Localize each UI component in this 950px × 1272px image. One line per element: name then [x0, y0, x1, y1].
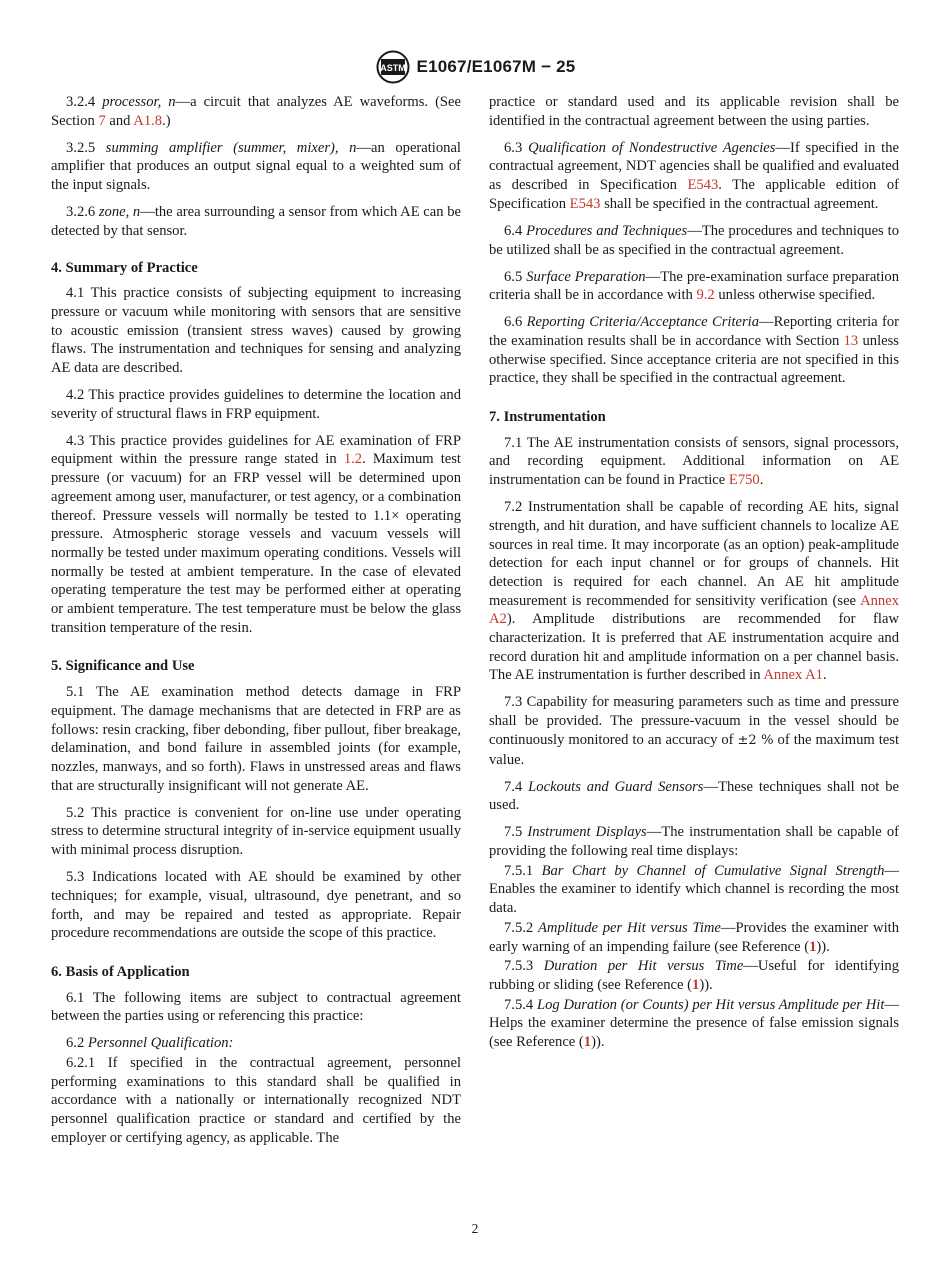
section-6-4: 6.4 Procedures and Techniques—The procedures and techniques to be utilized shall be as specified in the contractual agreement. [489, 222, 899, 258]
section-6-1: 6.1 The following items are subject to contractual agreement between the parties using or referencing this practice: [51, 989, 461, 1025]
section-5-3: 5.3 Indications located with AE should be examined by other techniques; for example, visual, ultrasound, dye penetrant, and so forth, and may be repaired and tested as appropriate. Repair procedure recommendations are outside the scope of this practice. [51, 869, 461, 942]
section-7-5-4: 7.5.4 Log Duration (or Counts) per Hit versus Amplitude per Hit—Helps the examiner determine the presence of false emission signals (see Reference (1)). [489, 996, 899, 1051]
section-7-2: 7.2 Instrumentation shall be capable of recording AE hits, signal strength, and hit duration, and have sufficient channels to localize AE sources in real time. It may incorporate (as an option) peak-amplitude detection for each input channel or for groups of channels. Hit detection is required for each channel. An AE hit amplitude measurement is recommended for sensitivity verification (see Annex A2). Amplitude distributions are recommended for flaw characterization. It is preferred that AE instrumentation acquire and record duration hit and amplitude information on a per channel basis. The AE instrumentation is further described in Annex A1. [489, 499, 899, 684]
section-3-2-5: 3.2.5 summing amplifier (summer, mixer), n—an operational amplifier that produces an output signal equal to a weighted sum of the input signals. [51, 139, 461, 194]
page-number: 2 [471, 1221, 479, 1236]
section-6-2-1: 6.2.1 If specified in the contractual agreement, personnel performing examinations to this standard shall be qualified in accordance with a nationally or internationally recognized NDT personnel qualification practice or standard and certified by the employer or certifying agency, as applicable. The [51, 1055, 461, 1146]
section-7-3: 7.3 Capability for measuring parameters such as time and pressure shall be provided. The pressure-vacuum in the vessel should be continuously monitored to an accuracy of ±2 % of the maximum test value. [489, 694, 899, 768]
section-7-5: 7.5 Instrument Displays—The instrumentation shall be capable of providing the following real time displays: [489, 824, 899, 859]
heading-section-5: 5. Significance and Use [51, 658, 195, 675]
left-column [51, 93, 461, 1156]
link-9-2[interactable]: 9.2 [696, 287, 715, 304]
section-4-1: 4.1 This practice consists of subjecting equipment to increasing pressure or vacuum while monitoring with sensors that are sensitive to acoustic emission (transient stress waves) caused by growing flaws. The instrumentation and techniques for sensing and analyzing AE data are described. [51, 285, 461, 377]
section-6-3: 6.3 Qualification of Nondestructive Agencies—If specified in the contractual agreement, NDT agencies shall be qualified and evaluated as described in Specification E543. The applicable edition of Specification E543 shall be specified in the contractual agreement. [489, 139, 899, 212]
link-section-7[interactable]: 7 [98, 112, 106, 129]
astm-logo-icon [375, 50, 411, 84]
section-7-4: 7.4 Lockouts and Guard Sensors—These techniques shall not be used. [489, 778, 899, 814]
section-4-2: 4.2 This practice provides guidelines to determine the location and severity of structural flaws in FRP equipment. [51, 387, 461, 422]
page-header [0, 50, 950, 84]
link-reference-1[interactable]: 1 [809, 938, 817, 955]
section-6-2-1-continued: practice or standard used and its applicable revision shall be identified in the contractual agreement between the using parties. [489, 94, 899, 129]
section-5-2: 5.2 This practice is convenient for on-line use under operating stress to determine structural integrity of in-service equipment usually with minimal process disruption. [51, 804, 461, 859]
section-6-5: 6.5 Surface Preparation—The pre-examination surface preparation criteria shall be in accordance with 9.2 unless otherwise specified. [489, 268, 900, 304]
section-7-5-3: 7.5.3 Duration per Hit versus Time—Useful for identifying rubbing or sliding (see Reference (1)). [489, 958, 899, 993]
link-annex-a2[interactable]: Annex A2 [489, 592, 899, 628]
heading-section-6: 6. Basis of Application [51, 963, 190, 980]
section-7-5-1: 7.5.1 Bar Chart by Channel of Cumulative Signal Strength—Enables the examiner to identify which channel is recording the most data. [489, 862, 899, 917]
right-column [489, 93, 899, 1053]
section-7-1: 7.1 The AE instrumentation consists of sensors, signal processors, and recording equipment. Additional information on AE instrumentation can be found in Practice E750. [489, 434, 899, 489]
section-5-1: 5.1 The AE examination method detects damage in FRP equipment. The damage mechanisms that are detected in FRP are as follows: resin cracking, fiber debonding, fiber pullout, fiber breakage, delamination, and bond failure in assembled joints (for example, nozzles, manways, and so forth). Flaws in unstressed areas and flaws that are structurally insignificant will not generate AE. [51, 684, 461, 794]
heading-section-7: 7. Instrumentation [489, 409, 606, 426]
link-section-13[interactable]: 13 [843, 332, 859, 349]
section-7-5-2: 7.5.2 Amplitude per Hit versus Time—Provides the examiner with early warning of an impending failure (see Reference (1)). [489, 919, 900, 955]
section-6-6: 6.6 Reporting Criteria/Acceptance Criteria—Reporting criteria for the examination results shall be in accordance with Section 13 unless otherwise specified. Since acceptance criteria are not specified in this practice, they shall be specified in the contractual agreement. [489, 314, 899, 387]
section-6-2: 6.2 Personnel Qualification: [66, 1035, 234, 1052]
link-e543[interactable]: E543 [687, 177, 719, 194]
section-4-3: 4.3 This practice provides guidelines for AE examination of FRP equipment within the pressure range stated in 1.2. Maximum test pressure (or vacuum) for an FRP vessel will be determined upon agreement among user, manufacturer, or test agency, or a combination thereof. Pressure vessels will normally be tested to 1.1× operating pressure. Atmospheric storage vessels and vacuum vessels will normally be tested under maximum operating conditions. Vessels will normally be tested at ambient temperature. In the case of elevated operating temperature the test may be performed either at operating or ambient temperature. The test temperature must be below the glass transition temperature of the resin. [51, 432, 461, 636]
section-3-2-6: 3.2.6 zone, n—the area surrounding a sensor from which AE can be detected by that sensor. [51, 204, 461, 239]
link-e750[interactable]: E750 [728, 472, 760, 489]
logo-text: ASTM [379, 63, 406, 73]
heading-section-4: 4. Summary of Practice [51, 259, 198, 276]
link-reference-1-c[interactable]: 1 [583, 1034, 592, 1051]
link-reference-1-b[interactable]: 1 [692, 976, 700, 993]
section-3-2-4: 3.2.4 processor, n—a circuit that analyzes AE waveforms. (See Section 7 and A1.8.) [51, 94, 461, 129]
link-a1-8[interactable]: A1.8 [133, 112, 163, 129]
link-e543-2[interactable]: E543 [569, 195, 601, 212]
link-1-2[interactable]: 1.2 [343, 451, 363, 468]
standard-designation: E1067/E1067M − 25 [416, 57, 576, 76]
link-annex-a1[interactable]: Annex A1 [763, 667, 823, 684]
